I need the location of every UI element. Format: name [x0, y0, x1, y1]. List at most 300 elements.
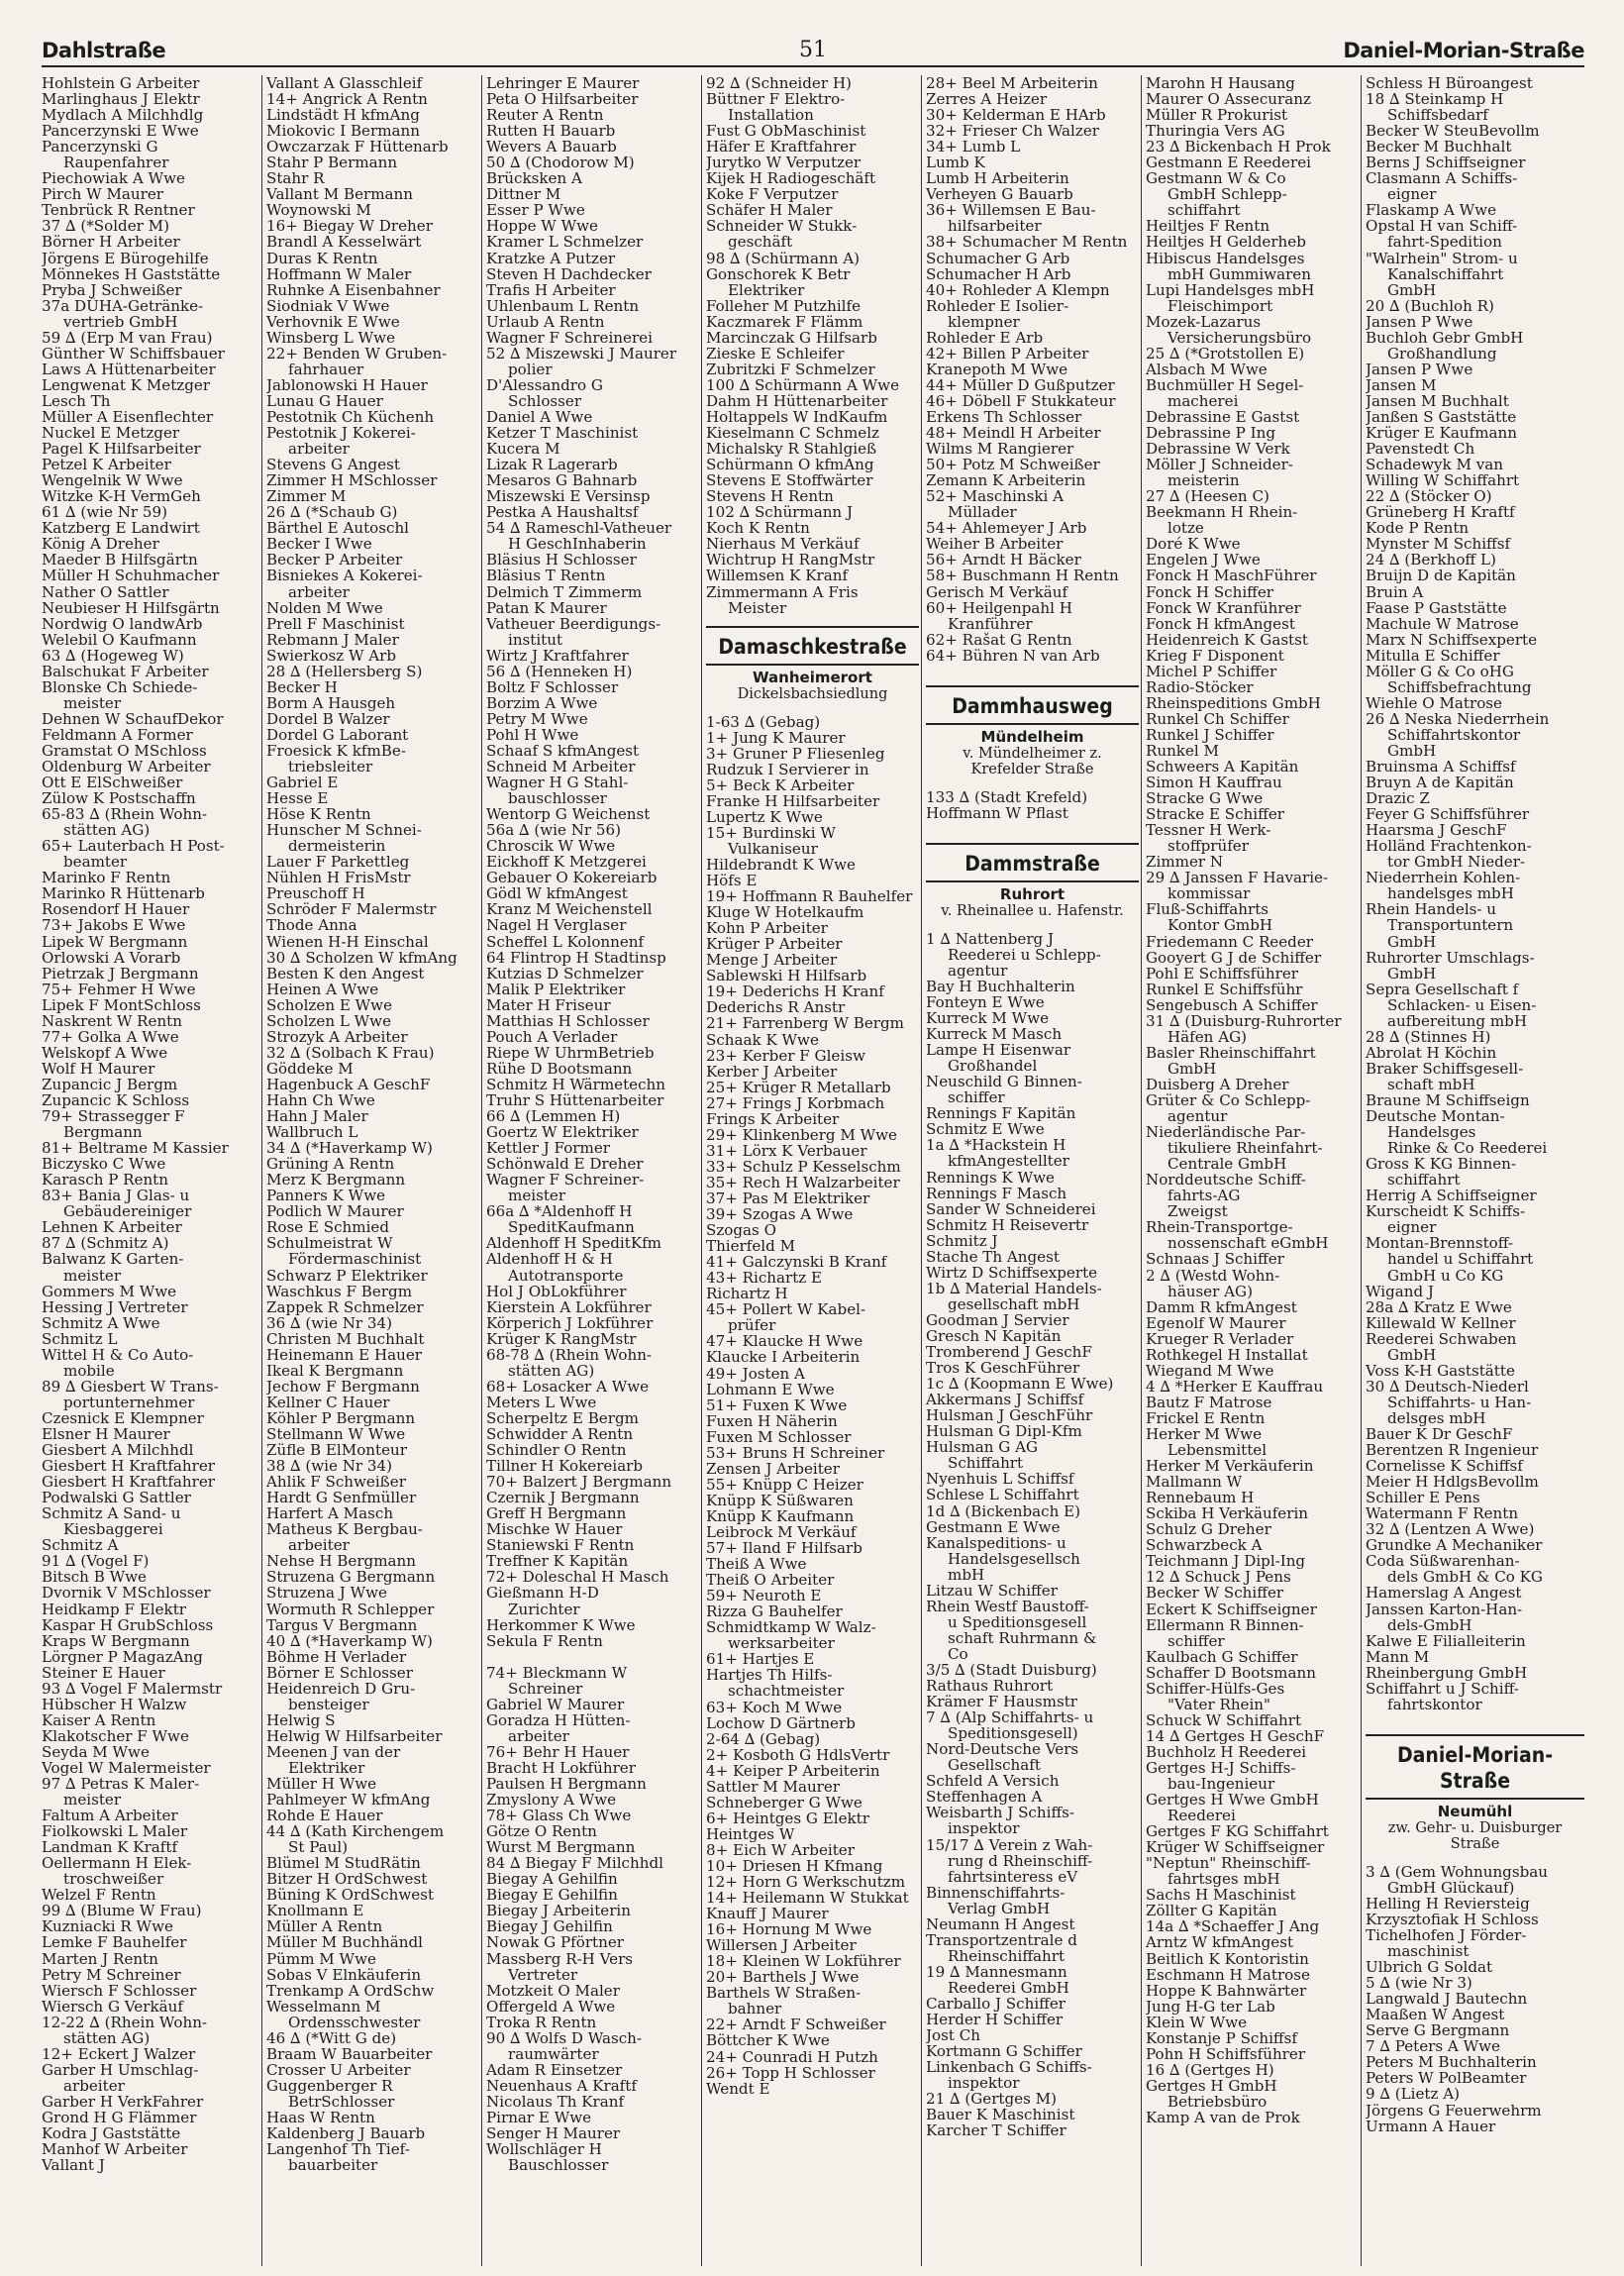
resident-entry: mbH Gummiwaren [1167, 265, 1311, 282]
resident-entry: Tichelhofen J Förder- [1366, 1927, 1527, 1944]
resident-entry: Karasch P Rentn [42, 1172, 168, 1189]
resident-entry: 56a ∆ (wie Nr 56) [486, 822, 622, 839]
resident-entry: Senger H Maurer [486, 2125, 621, 2142]
directory-column-7 [1361, 75, 1584, 2266]
resident-entry: Waschkus F Bergm [266, 1283, 413, 1299]
resident-entry: Faase P Gaststätte [1366, 599, 1507, 616]
resident-entry: Ellermann R Binnen- [1146, 1616, 1304, 1633]
resident-entry: Tros K GeschFührer [926, 1360, 1080, 1377]
header-right-street: Daniel-Morian-Straße [1343, 39, 1584, 62]
resident-entry: 20+ Barthels J Wwe [706, 1969, 860, 1986]
resident-entry: Harfert A Masch [266, 1505, 394, 1522]
resident-entry: Petry M Wwe [486, 710, 588, 727]
directory-column-2 [261, 75, 479, 2266]
resident-entry: Mozek-Lazarus [1146, 313, 1262, 330]
resident-entry: Teichmann J Dipl-Ing [1146, 1553, 1306, 1570]
resident-entry: Peta O Hilfsarbeiter [486, 91, 639, 108]
resident-entry: 63 ∆ (Hogeweg W) [42, 647, 184, 664]
resident-entry: schiffer [1167, 1632, 1225, 1649]
resident-entry: Hartjes Th Hilfs- [706, 1667, 833, 1684]
resident-entry: Boltz F Schlosser [486, 678, 619, 695]
resident-entry: Hoppe W Wwe [486, 218, 598, 235]
resident-entry: Jechow F Bergmann [266, 1378, 420, 1395]
resident-entry: 38+ Schumacher M Rentn [926, 234, 1128, 251]
resident-entry: Lauer F Parkettleg [266, 854, 410, 871]
resident-entry: Stracke G Wwe [1146, 790, 1264, 807]
resident-entry: 46+ Döbell F Stukkateur [926, 392, 1116, 409]
resident-entry: 79+ Strassegger F [42, 1108, 185, 1125]
resident-entry: Buchmüller H Segel- [1146, 376, 1304, 393]
resident-entry: Zensen J Arbeiter [706, 1460, 840, 1477]
resident-entry: Elektriker [728, 281, 805, 298]
resident-entry: Brandl A Kesselwärt [266, 234, 422, 251]
resident-entry: Raupenfahrer [63, 155, 169, 171]
resident-entry: raumwärter [508, 2045, 599, 2062]
resident-entry: 12+ Horn G Werkschutzm [706, 1874, 906, 1891]
resident-entry: Lengwenat K Metzger [42, 376, 211, 393]
resident-entry: 8+ Eich W Arbeiter [706, 1841, 855, 1858]
resident-entry: Krieg F Disponent [1146, 647, 1284, 664]
resident-entry: Schadewyk M van [1366, 457, 1503, 473]
resident-entry: Götze O Rentn [486, 1823, 597, 1840]
resident-entry: hilfsarbeiter [948, 218, 1042, 235]
resident-entry: Lehringer E Maurer [486, 75, 640, 92]
resident-entry: Scholzen E Wwe [266, 996, 393, 1013]
resident-entry: Zupancic K Schloss [42, 1092, 190, 1109]
resident-entry: 76+ Behr H Hauer [486, 1743, 630, 1760]
resident-entry: Schwarz P Elektriker [266, 1267, 428, 1284]
resident-entry: Stahr R [266, 170, 325, 187]
resident-entry: 100 ∆ Schürmann A Wwe [706, 376, 900, 393]
resident-entry: Guggenberger R [266, 2077, 393, 2094]
resident-entry: Bruyn A de Kapitän [1366, 775, 1514, 791]
resident-entry: Böhme H Verlader [266, 1648, 407, 1665]
resident-entry: dermeisterin [288, 838, 386, 855]
resident-entry: agentur [1167, 1108, 1228, 1125]
resident-entry: Nicolaus Th Kranf [486, 2093, 625, 2110]
resident-entry: Mallmann W [1146, 1474, 1243, 1491]
resident-entry: Rathaus Ruhrort [926, 1678, 1054, 1695]
resident-entry: Schürmann O kfmAng [706, 457, 874, 473]
resident-entry: schachtmeister [728, 1683, 845, 1700]
resident-entry: Feldmann A Former [42, 726, 193, 743]
resident-entry: Schröder F Malermstr [266, 901, 437, 918]
resident-entry: Blonske Ch Schiede- [42, 678, 198, 695]
resident-entry: Becker I Wwe [266, 536, 372, 553]
resident-entry: Pohl E Schiffsführer [1146, 965, 1298, 982]
resident-entry: Günther W Schiffsbauer [42, 345, 225, 362]
resident-entry: Gebäudereiniger [63, 1203, 192, 1220]
resident-entry: 64+ Bühren N van Arb [926, 647, 1100, 664]
resident-entry: Helwig W Hilfsarbeiter [266, 1727, 443, 1744]
resident-entry: Schiller E Pens [1366, 1490, 1480, 1506]
resident-entry: Speditionsgesell) [948, 1725, 1078, 1742]
resident-entry: Biczysko C Wwe [42, 1156, 166, 1173]
resident-entry: Weiher B Arbeiter [926, 536, 1064, 553]
resident-entry: Nowak G Pförtner [486, 1934, 624, 1951]
resident-entry: Lemke F Bauhelfer [42, 1934, 187, 1951]
resident-entry: 42+ Billen P Arbeiter [926, 345, 1089, 362]
resident-entry: Lupi Handelsges mbH [1146, 281, 1315, 298]
resident-entry: Ulbrich G Soldat [1366, 1959, 1493, 1976]
resident-entry: 46 ∆ (*Witt G de) [266, 2029, 397, 2046]
resident-entry: Reederei [1167, 1808, 1236, 1824]
resident-entry: Ketzer T Maschinist [486, 425, 639, 442]
resident-entry: Richartz H [706, 1286, 788, 1302]
resident-entry: 19+ Dederichs H Kranf [706, 983, 884, 1000]
resident-entry: Linkenbach G Schiffs- [926, 2059, 1092, 2076]
resident-entry: 47+ Klaucke H Wwe [706, 1333, 863, 1350]
resident-entry: Zemann K Arbeiterin [926, 472, 1086, 489]
resident-entry: Rohde E Hauer [266, 1808, 383, 1824]
resident-entry: Lehnen K Arbeiter [42, 1219, 182, 1236]
resident-entry: Hohlstein G Arbeiter [42, 75, 200, 92]
resident-entry: Schneider W Stukk- [706, 218, 858, 235]
street-heading: Dammhausweg [926, 685, 1139, 725]
resident-entry: Lörgner P MagazAng [42, 1648, 203, 1665]
resident-entry: Müller A Eisenflechter [42, 408, 214, 426]
resident-entry: Koke F Verputzer [706, 186, 839, 203]
resident-entry: Klein W Wwe [1146, 2014, 1248, 2030]
resident-entry: Flaskamp A Wwe [1366, 202, 1497, 219]
resident-entry: Schlacken- u Eisen- [1387, 996, 1537, 1013]
resident-entry: 51+ Fuxen K Wwe [706, 1397, 848, 1413]
resident-entry: Nordwig O landwArb [42, 615, 203, 632]
resident-entry: Schaffer D Bootsmann [1146, 1664, 1316, 1681]
resident-entry: Betriebsbüro [1167, 2093, 1268, 2110]
resident-entry: Jung H-G ter Lab [1146, 1998, 1275, 2015]
resident-entry: prüfer [728, 1317, 776, 1334]
resident-entry: Fonck H MaschFührer [1146, 568, 1317, 584]
resident-entry: Kluge W Hotelkaufm [706, 904, 864, 921]
resident-entry: Michalsky R Stahlgieß [706, 441, 877, 458]
resident-entry: 1a ∆ *Hackstein H [926, 1137, 1066, 1154]
resident-entry: 18+ Kleinen W Lokführer [706, 1953, 901, 1970]
resident-entry: delsges mbH [1387, 1409, 1486, 1426]
resident-entry: 43+ Richartz E [706, 1270, 823, 1287]
resident-entry: Drazic Z [1366, 790, 1430, 807]
resident-entry: maschinist [1387, 1943, 1470, 1960]
resident-entry: Kramer L Schmelzer [486, 234, 644, 251]
resident-entry: arbeiter [288, 441, 350, 458]
resident-entry: Hardt G Senfmüller [266, 1490, 417, 1506]
resident-entry: Möller G & Co oHG [1366, 663, 1514, 679]
resident-entry: 45+ Pollert W Kabel- [706, 1301, 866, 1318]
resident-entry: Neuenhaus A Kraftf [486, 2077, 637, 2094]
resident-entry: Müller M Buchhändl [266, 1934, 423, 1951]
resident-entry: stoffprüfer [1167, 838, 1249, 855]
resident-entry: Kratzke A Putzer [486, 250, 616, 266]
resident-entry: Häfer E Kraftfahrer [706, 139, 857, 155]
resident-entry: Orlowski A Vorarb [42, 949, 181, 966]
resident-entry: Jörgens G Feuerwehrm [1366, 2102, 1542, 2119]
resident-entry: eigner [1387, 1219, 1437, 1236]
resident-entry: Frings K Arbeiter [706, 1110, 840, 1127]
resident-entry: tikuliere Rheinfahrt- [1167, 1140, 1323, 1157]
resident-entry: Köhler P Bergmann [266, 1409, 416, 1426]
resident-entry: Berns J Schiffseigner [1366, 155, 1526, 171]
resident-entry: Patan K Maurer [486, 599, 607, 616]
resident-entry: Leibrock M Verkäuf [706, 1523, 857, 1541]
resident-entry: Kranführer [948, 615, 1033, 632]
resident-entry: Herder H Schiffer [926, 2012, 1064, 2028]
resident-entry: Chroscik W Wwe [486, 838, 616, 855]
resident-entry: Holtappels W IndKaufm [706, 408, 888, 426]
resident-entry: Ruhrorter Umschlags- [1366, 949, 1535, 966]
resident-entry: Janssen Karton-Han- [1366, 1601, 1523, 1617]
resident-entry: 56 ∆ (Henneken H) [486, 663, 633, 679]
resident-entry: Haas W Rentn [266, 2110, 375, 2126]
resident-entry: Rennings K Wwe [926, 1169, 1055, 1186]
resident-entry: Kanalschiffahrt [1387, 265, 1504, 282]
resident-entry: handelsges mbH [1387, 885, 1514, 902]
resident-entry: Zurichter [508, 1601, 580, 1617]
resident-entry: Schweers A Kapitän [1146, 759, 1299, 776]
resident-entry: Lipek F MontSchloss [42, 996, 201, 1013]
resident-entry: Kode P Rentn [1366, 520, 1470, 537]
resident-entry: Debrassine P Ing [1146, 425, 1275, 442]
resident-entry: Czesnick E Klempner [42, 1409, 204, 1426]
resident-entry: Fuxen H Näherin [706, 1412, 838, 1429]
resident-entry: Pancerzynski E Wwe [42, 123, 199, 140]
resident-entry: Erkens Th Schlosser [926, 408, 1082, 426]
resident-entry: Niederländische Par- [1146, 1124, 1306, 1141]
resident-entry: 37 ∆ (*Solder M) [42, 218, 169, 235]
resident-entry: Wiegand M Wwe [1146, 1362, 1274, 1379]
resident-entry: Nather O Sattler [42, 583, 169, 600]
resident-entry: 28 ∆ (Stinnes H) [1366, 1028, 1491, 1045]
resident-entry: 2-64 ∆ (Gebag) [706, 1730, 821, 1747]
resident-entry: Stevens E Stoffwärter [706, 472, 873, 489]
resident-entry: Niederrhein Kohlen- [1366, 870, 1521, 886]
resident-entry: Schmitz L [42, 1330, 118, 1347]
resident-entry: Lipek W Bergmann [42, 933, 188, 950]
resident-entry: "Vater Rhein" [1167, 1696, 1270, 1712]
resident-entry: Fluß-Schiffahrts [1146, 901, 1269, 918]
resident-entry: Bläsius T Rentn [486, 568, 606, 584]
resident-entry: Runkel Ch Schiffer [1146, 710, 1289, 727]
resident-entry: Krueger R Verlader [1146, 1330, 1294, 1347]
resident-entry: 3 ∆ (Gem Wohnungsbau [1366, 1863, 1548, 1880]
resident-entry: Wittel H & Co Auto- [42, 1346, 194, 1363]
resident-entry: Blümel M StudRätin [266, 1855, 421, 1872]
resident-entry: Gommers M Wwe [42, 1283, 177, 1299]
resident-entry: Welzel F Rentn [42, 1887, 156, 1904]
resident-entry: 40+ Rohleder A Klempn [926, 281, 1110, 298]
spacer [1366, 1712, 1584, 1724]
resident-entry: Schiffer-Hülfs-Ges [1146, 1680, 1285, 1697]
resident-entry: Pavenstedt Ch [1366, 441, 1475, 458]
resident-entry: 50 ∆ (Chodorow M) [486, 155, 635, 171]
resident-entry: Helwig S [266, 1711, 336, 1728]
resident-entry: 26 ∆ (*Schaub G) [266, 504, 398, 521]
resident-entry: Schmitz H Wärmetechn [486, 1076, 665, 1092]
resident-entry: Marx N Schiffsexperte [1366, 631, 1538, 648]
resident-entry: Berentzen R Ingenieur [1366, 1442, 1539, 1459]
directory-column-5 [921, 75, 1139, 2266]
resident-entry: Gramstat O MSchloss [42, 742, 207, 760]
resident-entry: Kierstein A Lokführer [486, 1298, 652, 1315]
resident-entry: Litzau W Schiffer [926, 1582, 1058, 1599]
resident-entry: Vulkaniseur [728, 840, 818, 858]
resident-entry: Fördermaschinist [288, 1251, 422, 1268]
resident-entry: Kranepoth M Wwe [926, 361, 1068, 377]
resident-entry: 59+ Neuroth E [706, 1588, 822, 1604]
resident-entry: Kraps W Bergmann [42, 1632, 190, 1649]
resident-entry: Böttcher K Wwe [706, 2032, 830, 2049]
street-heading: Dammstraße [926, 843, 1139, 882]
spacer [926, 821, 1139, 833]
resident-entry: Häfen AG) [1167, 1028, 1248, 1045]
resident-entry: GmbH Schlepp- [1167, 186, 1287, 203]
resident-entry: Verheyen G Bauarb [926, 186, 1073, 203]
resident-entry: 87 ∆ (Schmitz A) [42, 1235, 169, 1252]
resident-entry: Winsberg L Wwe [266, 329, 395, 346]
resident-entry: polier [508, 361, 553, 377]
resident-entry: Swierkosz W Arb [266, 647, 397, 664]
resident-entry: 30 ∆ Deutsch-Niederl [1366, 1378, 1529, 1395]
resident-entry: Frickel E Rentn [1146, 1409, 1266, 1426]
resident-entry: Arntz W kfmAngest [1146, 1934, 1294, 1951]
resident-entry: 1c ∆ (Koopmann E Wwe) [926, 1376, 1114, 1393]
resident-entry: Haarsma J GeschF [1366, 822, 1507, 839]
resident-entry: Rohleder E Arb [926, 329, 1044, 346]
resident-entry: bauschlosser [508, 790, 607, 807]
resident-entry: 59 ∆ (Erp M van Frau) [42, 329, 213, 346]
resident-entry: Hildebrandt K Wwe [706, 857, 856, 874]
resident-entry: 91 ∆ (Vogel F) [42, 1553, 150, 1570]
resident-entry: Grüneberg H Kraftf [1366, 504, 1515, 521]
resident-entry: Schäfer H Maler [706, 202, 833, 219]
resident-entry: Hulsman G AG [926, 1439, 1039, 1456]
resident-entry: Greff H Bergmann [486, 1505, 627, 1522]
resident-entry: Gabriel W Maurer [486, 1696, 625, 1712]
resident-entry: triebsleiter [288, 759, 373, 776]
resident-entry: Krzysztofiak H Schloss [1366, 1911, 1539, 1928]
resident-entry: Garber H Umschlag- [42, 2061, 199, 2078]
resident-entry: Gertges H Wwe GmbH [1146, 1792, 1319, 1809]
resident-entry: Giesbert A Milchhdl [42, 1442, 194, 1459]
resident-entry: Krämer F Hausmstr [926, 1694, 1077, 1710]
resident-entry: Tromberend J GeschF [926, 1344, 1092, 1361]
resident-entry: Heiltjes H Gelderheb [1146, 234, 1306, 251]
resident-entry: GmbH Glückauf) [1387, 1879, 1515, 1896]
resident-entry: Schuck W Schiffahrt [1146, 1711, 1302, 1728]
resident-entry: bahner [728, 2001, 782, 2017]
resident-entry: 39+ Szogas A Wwe [706, 1206, 854, 1223]
resident-entry: Grüning A Rentn [266, 1156, 395, 1173]
resident-entry: Klakotscher F Wwe [42, 1727, 189, 1744]
resident-entry: 27+ Frings J Korbmach [706, 1094, 885, 1111]
resident-entry: 36 ∆ (wie Nr 34) [266, 1314, 393, 1331]
resident-entry: Wendt E [706, 2080, 770, 2097]
resident-entry: Krüger K RangMstr [486, 1330, 637, 1347]
directory-column-3 [481, 75, 699, 2266]
resident-entry: Pouch A Verlader [486, 1028, 618, 1045]
resident-entry: Goradza H Hütten- [486, 1711, 631, 1728]
resident-entry: Grond H G Flämmer [42, 2110, 197, 2126]
resident-entry: Nühlen H FrisMstr [266, 870, 411, 886]
resident-entry: aufbereitung mbH [1387, 1012, 1527, 1029]
resident-entry: beamter [63, 854, 128, 871]
resident-entry: Aldenhoff H SpeditKfm [486, 1235, 661, 1252]
resident-entry: Duras K Rentn [266, 250, 378, 266]
resident-entry: 28a ∆ Kratz E Wwe [1366, 1298, 1512, 1315]
resident-entry: Hoffmann W Maler [266, 265, 412, 282]
resident-entry: Höse K Rentn [266, 806, 371, 823]
resident-entry: 26 ∆ Neska Niederrhein [1366, 710, 1550, 727]
resident-entry: Truhr S Hüttenarbeiter [486, 1092, 664, 1109]
resident-entry: Steiner E Hauer [42, 1664, 165, 1681]
resident-entry: Heidkamp F Elektr [42, 1601, 186, 1617]
resident-entry: 44 ∆ (Kath Kirchengem [266, 1823, 445, 1840]
resident-entry: Jansen P Wwe [1366, 313, 1473, 330]
resident-entry: Schiffahrt u J Schiff- [1366, 1680, 1519, 1697]
resident-entry: Lumb H Arbeiterin [926, 170, 1069, 187]
resident-entry: werksarbeiter [728, 1635, 835, 1652]
resident-entry: Treffner K Kapitän [486, 1553, 629, 1570]
resident-entry: Rohleder E Isolier- [926, 297, 1069, 314]
resident-entry: nossenschaft eGmbH [1167, 1235, 1329, 1252]
resident-entry: 4+ Keiper P Arbeiterin [706, 1762, 880, 1779]
resident-entry: arbeiter [288, 1537, 350, 1554]
resident-entry: Besten K den Angest [266, 965, 425, 982]
resident-entry: Egenolf W Maurer [1146, 1314, 1286, 1331]
resident-entry: Zöllter G Kapitän [1146, 1903, 1277, 1919]
resident-entry: Grundke A Mechaniker [1366, 1537, 1543, 1554]
resident-entry: Kalwe E Filialleiterin [1366, 1632, 1526, 1649]
resident-entry: Dederichs R Anstr [706, 999, 846, 1016]
resident-entry: Jablonowski H Hauer [266, 376, 428, 393]
resident-entry: Biegay E Gehilfin [486, 1887, 618, 1904]
resident-entry: Wirtz J Kraftfahrer [486, 647, 629, 664]
resident-entry: 40 ∆ (*Haverkamp W) [266, 1632, 433, 1649]
resident-entry: Gertges H GmbH [1146, 2077, 1277, 2094]
resident-entry: Petry M Schreiner [42, 1966, 181, 1983]
resident-entry: Knüpp K Süßwaren [706, 1492, 854, 1508]
resident-entry: Thierfeld M [706, 1238, 796, 1255]
resident-entry: Konstanje P Schiffsf [1146, 2029, 1297, 2046]
resident-entry: Heiltjes F Rentn [1146, 218, 1270, 235]
resident-entry: Lindstädt H kfmAng [266, 107, 420, 124]
resident-entry: Schulmeistrat W [266, 1235, 393, 1252]
resident-entry: Dordel B Walzer [266, 710, 390, 727]
resident-entry: Miokovic I Bermann [266, 123, 420, 140]
resident-entry: Kohn P Arbeiter [706, 920, 828, 937]
resident-entry: Biegay J Arbeiterin [486, 1903, 631, 1919]
resident-entry: Offergeld A Wwe [486, 1998, 616, 2015]
resident-entry: Stahr P Bermann [266, 155, 398, 171]
resident-entry: Zimmer M [266, 488, 347, 505]
resident-entry: 66 ∆ (Lemmen H) [486, 1108, 621, 1125]
resident-entry: Wevers A Bauarb [486, 139, 617, 155]
resident-entry: Gödl W kfmAngest [486, 885, 628, 902]
resident-entry: Reuter A Rentn [486, 107, 604, 124]
resident-entry: Christen M Buchhalt [266, 1330, 425, 1347]
resident-entry: 29 ∆ Janssen F Havarie- [1146, 870, 1329, 886]
resident-entry: Theiß O Arbeiter [706, 1572, 835, 1589]
resident-entry: 22+ Arndt F Schweißer [706, 2017, 886, 2033]
resident-entry: Schaak K Wwe [706, 1031, 819, 1048]
resident-entry: Beekmann H Rhein- [1146, 504, 1298, 521]
resident-entry: arbeiter [63, 2077, 125, 2094]
resident-entry: Debrassine E Gastst [1146, 408, 1300, 426]
resident-entry: 61 ∆ (wie Nr 59) [42, 504, 168, 521]
resident-entry: Alsbach M Wwe [1146, 361, 1268, 377]
resident-entry: Büning K OrdSchwest [266, 1887, 435, 1904]
resident-entry: 73+ Jakobs E Wwe [42, 917, 186, 934]
resident-entry: Meenen J van der [266, 1743, 401, 1760]
